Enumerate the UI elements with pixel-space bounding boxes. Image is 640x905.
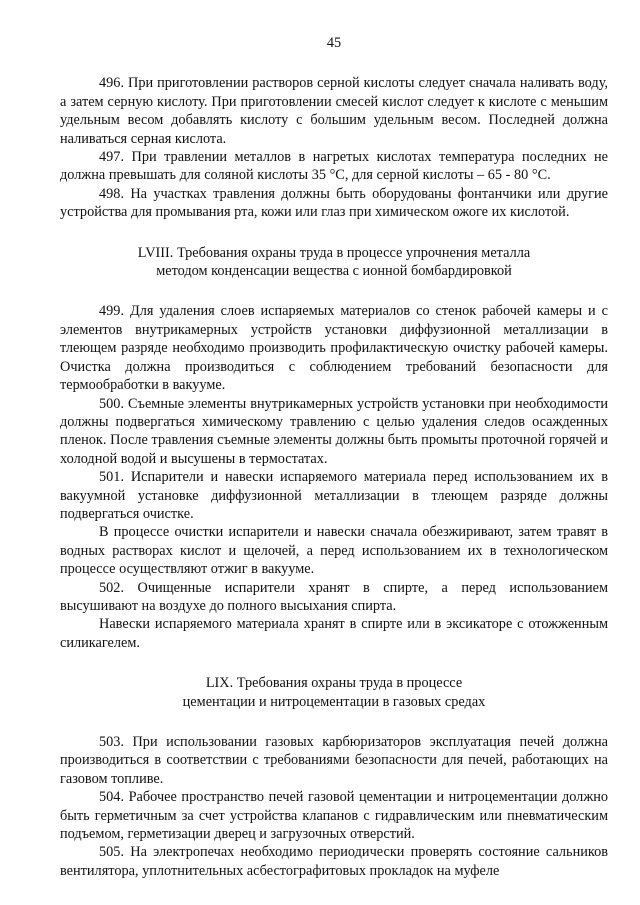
section-heading-line: цементации и нитроцементации в газовых средах	[182, 693, 486, 710]
paragraph-499: 499. Для удаления слоев испаряемых материалов со стенок рабочей камеры и с элементов внутрикамерных устройств установки диффузионной металлизации в тлеющем разряде необходимо производить профилактическую очистку рабочей камеры. Очистка должна производиться с соблюдением требований безопасности для термообработки в вакууме.	[60, 303, 608, 394]
paragraph-501: 501. Испарители и навески испаряемого материала перед использованием их в вакуумной установке диффузионной металлизации в тлеющем разряде должны подвергаться очистке.	[60, 469, 608, 522]
section-heading-line: LVIII. Требования охраны труда в процессе упрочнения металла	[137, 244, 531, 261]
paragraph-505: 505. На электропечах необходимо периодически проверять состояние сальников вентилятора, уплотнительных асбестографитовых прокладок на муфеле	[60, 844, 608, 879]
section-heading-lviii	[60, 244, 608, 281]
paragraph-497: 497. При травлении металлов в нагретых кислотах температура последних не должна превышать для соляной кислоты 35 °С, для серной кислоты – 65 - 80 °С.	[60, 149, 608, 184]
paragraph-501-cleaning: В процессе очистки испарители и навески сначала обезжиривают, затем травят в водных растворах кислот и щелочей, а перед использованием их в технологическом процессе осуществляют отжиг в вакууме.	[60, 524, 608, 578]
paragraph-502: 502. Очищенные испарители хранят в спирте, а перед использованием высушивают на воздухе до полного высыхания спирта.	[60, 579, 608, 614]
section-heading-lix	[60, 674, 608, 711]
paragraph-504: 504. Рабочее пространство печей газовой цементации и нитроцементации должно быть герметичным за счет устройства клапанов с гидравлическим или пневматическим подъемом, герметизации дверец и загрузочных отверстий.	[60, 789, 608, 843]
paragraph-496: 496. При приготовлении растворов серной кислоты следует сначала наливать воду, а затем серную кислоту. При приготовлении смесей кислот следует к кислоте с меньшим удельным весом добавлять кислоту с большим удельным весом. Последней должна наливаться серная кислота.	[60, 75, 608, 147]
paragraph-503: 503. При использовании газовых карбюризаторов эксплуатация печей должна производиться в соответствии с требованиями безопасности для печей, работающих на газовом топливе.	[60, 734, 608, 787]
section-heading-line: методом конденсации вещества с ионной бомбардировкой	[156, 263, 512, 280]
paragraph-498: 498. На участках травления должны быть оборудованы фонтанчики или другие устройства для промывания рта, кожи или глаз при химическом ожоге их кислотой.	[60, 185, 608, 221]
section-heading-line: LIX. Требования охраны труда в процессе	[205, 675, 463, 692]
page-number: 45	[326, 35, 342, 51]
paragraph-502-storage: Навески испаряемого материала хранят в спирте или в эксикаторе с отожженным силикагелем.	[60, 616, 608, 651]
paragraph-500: 500. Съемные элементы внутрикамерных устройств установки при необходимости должны подвергаться химическому травлению с целью удаления следов осажденных пленок. После травления съемные элементы должны быть промыты проточной горячей и холодной водой и высушены в термостатах.	[60, 395, 608, 467]
